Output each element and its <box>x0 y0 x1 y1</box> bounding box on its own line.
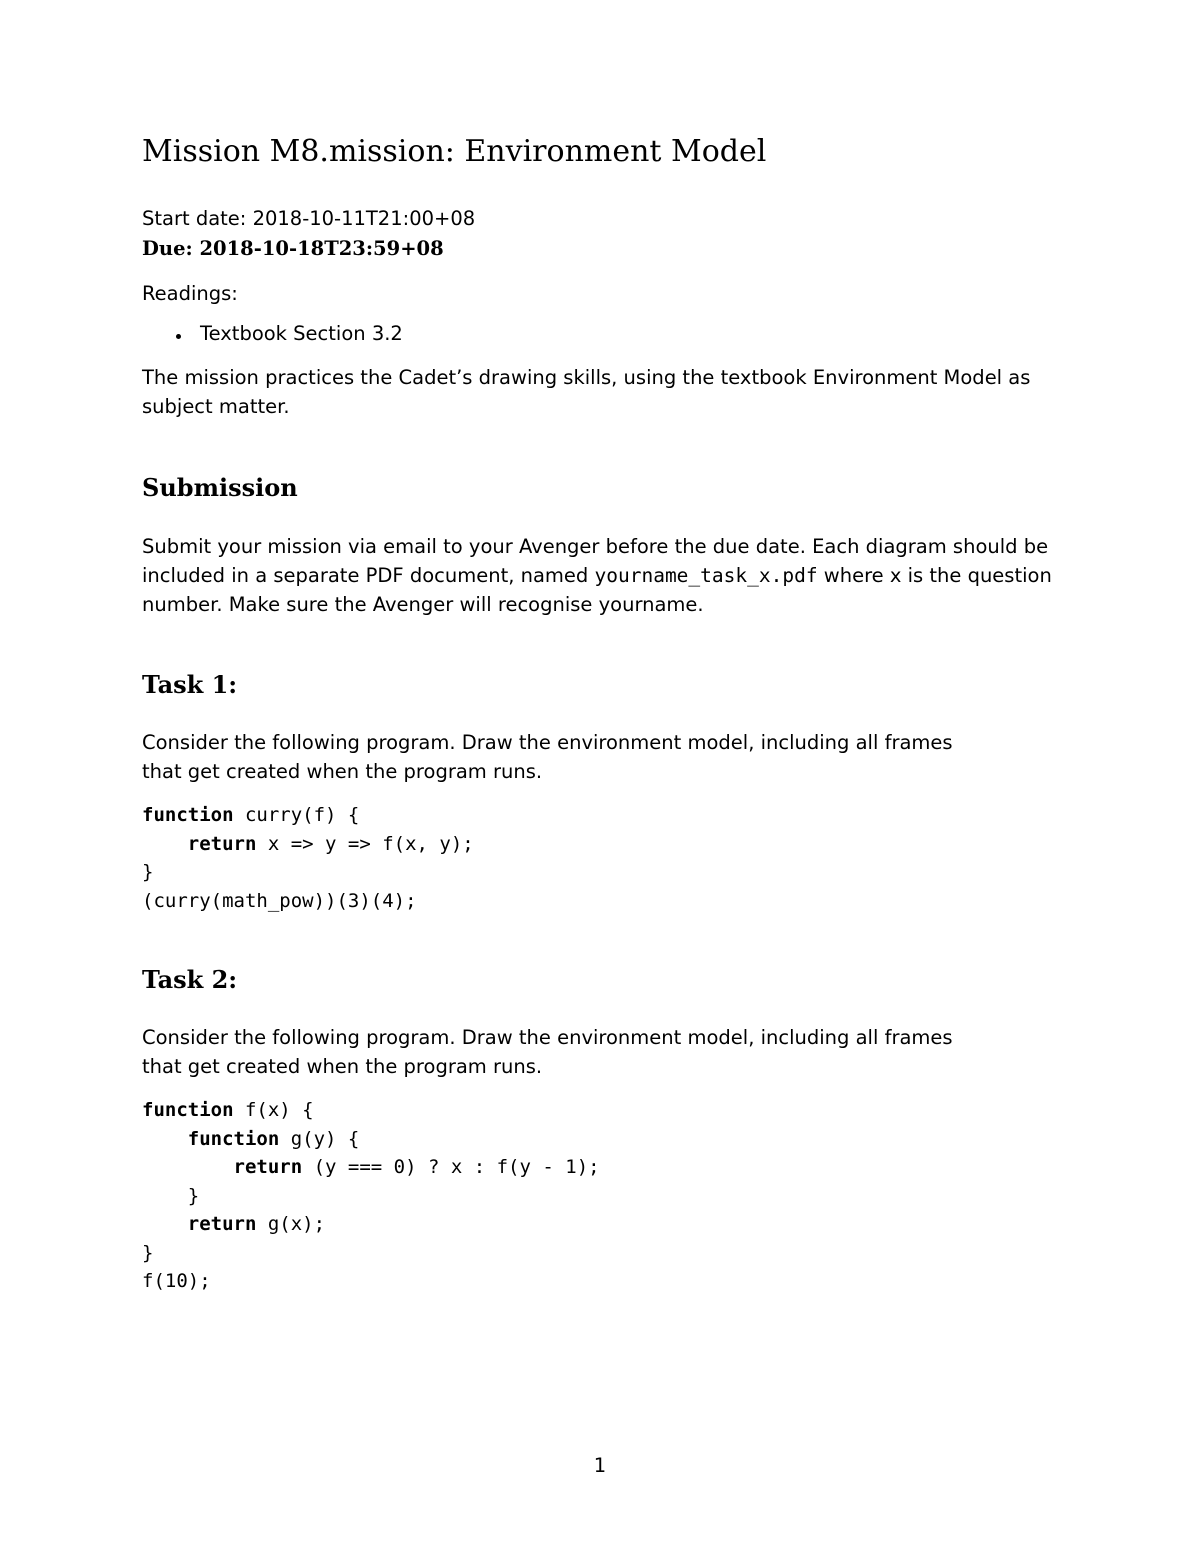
task1-code-line <box>142 858 474 887</box>
code-text: g(y) { <box>279 1127 360 1150</box>
task1-code-line <box>142 887 474 916</box>
code-text: } <box>142 861 154 883</box>
task1-code-line <box>142 830 474 859</box>
code-text: f(10); <box>142 1270 211 1292</box>
start-date: Start date: 2018-10-11T21:00+08 <box>142 207 476 230</box>
task2-code-line <box>142 1267 600 1296</box>
code-text: } <box>187 1184 200 1207</box>
task2-line-2: that get created when the program runs. <box>142 1055 543 1078</box>
submission-line-3: number. Make sure the Avenger will recognise yourname. <box>142 593 704 616</box>
bullet-icon <box>176 334 181 339</box>
task1-line-1: Consider the following program. Draw the environment model, including all frames <box>142 731 953 754</box>
task2-code-line <box>142 1153 600 1182</box>
intro-line-2: subject matter. <box>142 395 290 418</box>
task2-line-1: Consider the following program. Draw the environment model, including all frames <box>142 1026 953 1049</box>
submission-line-2 <box>142 564 1052 587</box>
task1-line-2: that get created when the program runs. <box>142 760 543 783</box>
task2-code-block <box>142 1096 600 1296</box>
code-text: (curry(math_pow))(3)(4); <box>142 889 417 912</box>
due-date: Due: 2018-10-18T23:59+08 <box>142 237 444 260</box>
code-text: curry(f) { <box>233 804 360 826</box>
code-keyword: function <box>142 804 234 826</box>
code-text: (y === 0) ? x : f(y - 1); <box>302 1156 600 1178</box>
task2-heading: Task 2: <box>142 965 238 994</box>
readings-label: Readings: <box>142 282 238 305</box>
code-keyword: function <box>187 1127 280 1150</box>
intro-line-1: The mission practices the Cadet’s drawing skills, using the textbook Environment Model as <box>142 366 1031 389</box>
page-number: 1 <box>593 1454 607 1477</box>
code-text: } <box>142 1241 154 1264</box>
filename-code: yourname_task_x.pdf <box>594 564 818 587</box>
task2-code-line <box>142 1239 600 1268</box>
code-keyword: return <box>187 832 257 855</box>
document-page <box>142 0 1062 1553</box>
readings-list <box>172 322 403 345</box>
submission-line-1: Submit your mission via email to your Avenger before the due date. Each diagram should be <box>142 535 1049 558</box>
submission-line-2-post: where x is the question <box>817 564 1052 587</box>
task2-code-line <box>142 1210 600 1239</box>
reading-text: Textbook Section 3.2 <box>200 322 403 345</box>
task2-code-line <box>142 1125 600 1154</box>
task1-code-line <box>142 801 474 830</box>
task2-code-line <box>142 1096 600 1125</box>
submission-line-2-pre: included in a separate PDF document, named <box>142 564 595 587</box>
code-keyword: function <box>142 1099 234 1121</box>
page-title: Mission M8.mission: Environment Model <box>142 134 767 169</box>
code-text: g(x); <box>256 1213 326 1235</box>
task1-code-block <box>142 801 474 915</box>
task1-heading: Task 1: <box>142 670 238 699</box>
readings-list-item <box>172 322 403 345</box>
code-text: f(x) { <box>233 1099 314 1121</box>
task2-code-line <box>142 1182 600 1211</box>
code-keyword: return <box>233 1156 303 1178</box>
code-keyword: return <box>187 1213 257 1235</box>
submission-heading: Submission <box>142 473 298 502</box>
code-text: x => y => f(x, y); <box>256 832 474 855</box>
